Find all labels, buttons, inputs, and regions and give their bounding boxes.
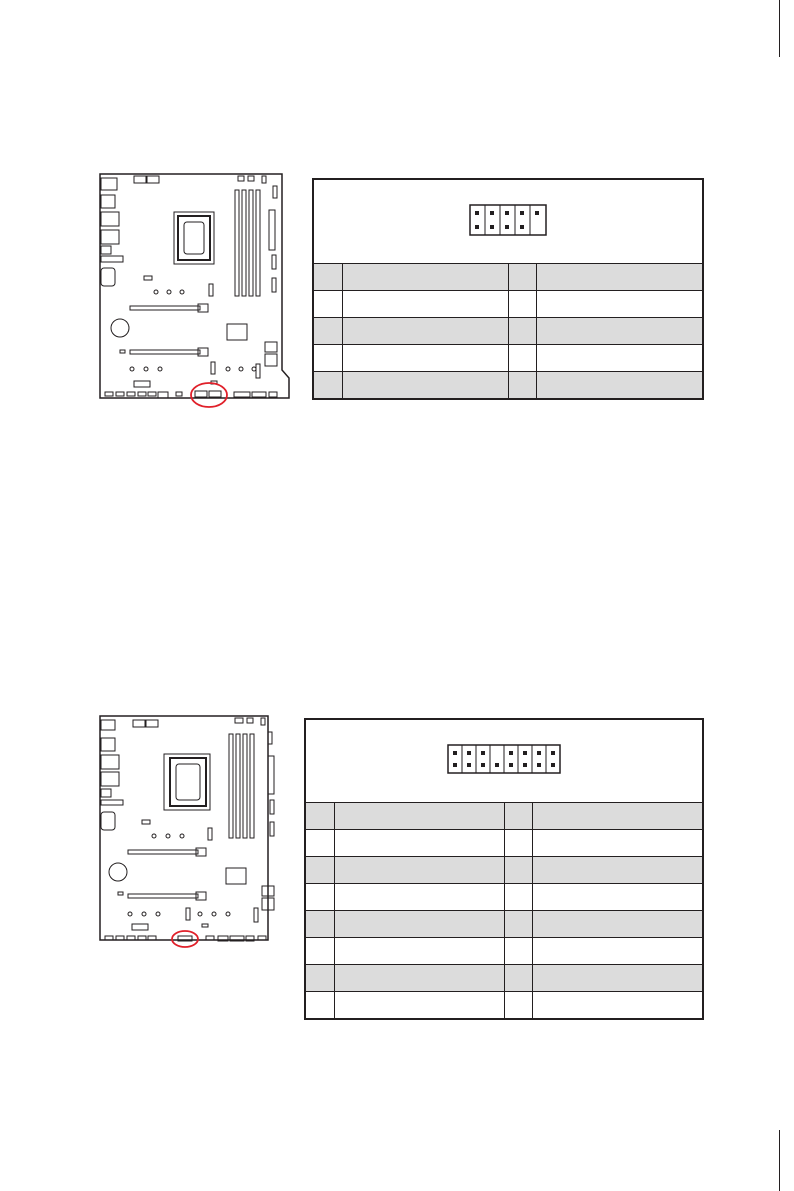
header-connector-2 xyxy=(306,720,702,800)
pin-number xyxy=(306,884,334,911)
pin-number xyxy=(314,291,342,318)
pin-number xyxy=(508,318,536,345)
pin-number xyxy=(504,803,532,830)
table-row xyxy=(306,911,702,938)
signal-name xyxy=(532,938,702,965)
signal-name xyxy=(536,291,702,318)
pin-number xyxy=(306,803,334,830)
signal-name xyxy=(334,857,504,884)
table-row xyxy=(306,938,702,965)
pin-number xyxy=(314,372,342,399)
pin-number xyxy=(314,345,342,372)
header-connector-1 xyxy=(314,180,702,264)
signal-name xyxy=(334,938,504,965)
pin-number xyxy=(508,264,536,291)
table-row xyxy=(314,264,702,291)
signal-name xyxy=(536,264,702,291)
pin-number xyxy=(508,372,536,399)
pin-number xyxy=(306,992,334,1019)
pin-number xyxy=(504,857,532,884)
pin-number xyxy=(504,830,532,857)
table-row xyxy=(314,372,702,399)
table-row xyxy=(306,857,702,884)
signal-name xyxy=(536,318,702,345)
pin-number xyxy=(306,965,334,992)
pin-table-2 xyxy=(306,802,702,1018)
pin-number xyxy=(504,992,532,1019)
pin-number xyxy=(508,345,536,372)
signal-name xyxy=(536,345,702,372)
signal-name xyxy=(532,803,702,830)
pin-number xyxy=(306,830,334,857)
table-row xyxy=(314,291,702,318)
table-row xyxy=(314,318,702,345)
table-row xyxy=(306,884,702,911)
signal-name xyxy=(532,992,702,1019)
pin-number xyxy=(306,938,334,965)
signal-name xyxy=(334,911,504,938)
highlight-circle xyxy=(96,170,296,410)
signal-name xyxy=(342,264,508,291)
pinout-box-2 xyxy=(304,718,704,1020)
trim-mark-top xyxy=(779,0,780,57)
pin-number xyxy=(306,857,334,884)
pin-number xyxy=(508,291,536,318)
signal-name xyxy=(334,992,504,1019)
pin-number xyxy=(306,911,334,938)
pin-number xyxy=(504,965,532,992)
pin-number xyxy=(504,884,532,911)
signal-name xyxy=(334,884,504,911)
motherboard-diagram-1 xyxy=(96,170,296,410)
signal-name xyxy=(532,884,702,911)
pin-table-1 xyxy=(314,263,702,398)
signal-name xyxy=(532,857,702,884)
signal-name xyxy=(532,830,702,857)
signal-name xyxy=(334,830,504,857)
pin-number xyxy=(504,911,532,938)
trim-mark-bottom xyxy=(779,1130,780,1191)
signal-name xyxy=(342,345,508,372)
signal-name xyxy=(532,911,702,938)
header-pins-icon xyxy=(469,204,547,236)
pin-number xyxy=(314,318,342,345)
table-row xyxy=(306,992,702,1019)
table-row xyxy=(306,803,702,830)
highlight-circle xyxy=(96,712,296,952)
signal-name xyxy=(532,965,702,992)
signal-name xyxy=(334,803,504,830)
header-pins-icon xyxy=(447,744,561,774)
signal-name xyxy=(342,291,508,318)
signal-name xyxy=(536,372,702,399)
signal-name xyxy=(334,965,504,992)
pinout-box-1 xyxy=(312,178,704,400)
motherboard-diagram-2 xyxy=(96,712,296,952)
signal-name xyxy=(342,318,508,345)
pin-number xyxy=(504,938,532,965)
signal-name xyxy=(342,372,508,399)
table-row xyxy=(306,965,702,992)
table-row xyxy=(306,830,702,857)
pin-number xyxy=(314,264,342,291)
table-row xyxy=(314,345,702,372)
